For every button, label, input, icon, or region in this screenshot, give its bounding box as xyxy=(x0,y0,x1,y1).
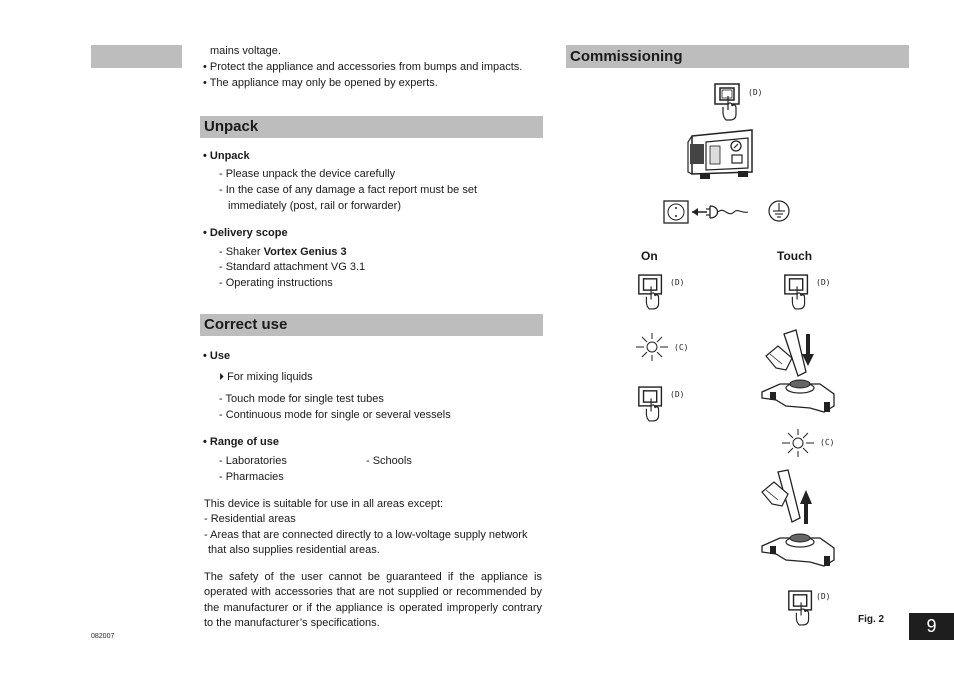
figure-label: Fig. 2 xyxy=(858,614,885,625)
tube-press-down-illustration xyxy=(756,326,840,418)
correct-use-heading: Correct use xyxy=(200,314,543,336)
on-label-d-1: (D) xyxy=(670,278,685,287)
range-subheading: • Range of use xyxy=(203,436,279,448)
touch-press-icon-2 xyxy=(786,586,818,630)
suitability-line-4: that also supplies residential areas. xyxy=(208,544,380,556)
delivery-item-attachment: - Standard attachment VG 3.1 xyxy=(219,261,366,273)
range-schools: - Schools xyxy=(366,455,412,467)
use-subheading: • Use xyxy=(203,350,231,362)
on-label-c: (C) xyxy=(674,343,689,352)
suitability-line-2: - Residential areas xyxy=(204,513,296,525)
power-connection-diagram xyxy=(662,198,796,228)
shaker-device-illustration xyxy=(686,124,758,184)
shaker-name: Vortex Genius 3 xyxy=(263,246,347,258)
intro-line-2: • Protect the appliance and accessories from bumps and impacts. xyxy=(203,61,523,73)
unpack-item-2: - In the case of any damage a fact report must be set xyxy=(219,184,478,196)
mixing-text: For mixing liquids xyxy=(227,371,313,383)
page-number: 9 xyxy=(926,616,937,636)
shaker-prefix: - Shaker xyxy=(219,246,264,258)
on-label-d-2: (D) xyxy=(670,390,685,399)
delivery-item-shaker xyxy=(219,245,347,260)
touch-label-c: (C) xyxy=(820,438,835,447)
suitability-line-1: This device is suitable for use in all areas except: xyxy=(204,498,444,510)
touch-press-icon-1 xyxy=(782,270,814,314)
document-code: 082007 xyxy=(91,633,115,640)
mixing-line xyxy=(219,370,313,385)
safety-paragraph: The safety of the user cannot be guaranteed if the appliance is operated with accessories that are not supplied or recommended by the manufacturer or if the appliance is operated improperly contrary to the manufacturer’s specifications. xyxy=(204,571,542,630)
press-switch-icon xyxy=(712,80,746,124)
on-press-icon-2 xyxy=(636,382,668,426)
on-press-icon-1 xyxy=(636,270,668,314)
unpack-heading: Unpack xyxy=(200,116,543,138)
unpack-subheading: • Unpack xyxy=(203,150,250,162)
range-pharmacies: - Pharmacies xyxy=(219,471,284,483)
delivery-scope-subheading: • Delivery scope xyxy=(203,227,288,239)
suitability-line-3: - Areas that are connected directly to a low-voltage supply network xyxy=(204,529,528,541)
range-laboratories: - Laboratories xyxy=(219,455,287,467)
tube-lift-up-illustration xyxy=(756,468,840,572)
unpack-item-3: immediately (post, rail or forwarder) xyxy=(228,200,401,212)
step-label-d: (D) xyxy=(748,88,763,97)
touch-label-d-1: (D) xyxy=(816,278,831,287)
unpack-item-1: - Please unpack the device carefully xyxy=(219,168,396,180)
on-light-icon xyxy=(634,332,670,362)
intro-line-3: • The appliance may only be opened by experts. xyxy=(203,77,438,89)
touch-light-icon xyxy=(780,428,816,458)
margin-tab xyxy=(91,45,182,68)
commissioning-heading: Commissioning xyxy=(566,45,909,68)
use-item-touch: - Touch mode for single test tubes xyxy=(219,393,384,405)
play-arrow-icon: ⏵ xyxy=(219,372,224,383)
touch-heading: Touch xyxy=(777,249,813,263)
touch-label-d-2: (D) xyxy=(816,592,831,601)
intro-line-1: mains voltage. xyxy=(210,45,281,57)
use-item-continuous: - Continuous mode for single or several vessels xyxy=(219,409,451,421)
on-heading: On xyxy=(641,249,658,263)
delivery-item-instructions: - Operating instructions xyxy=(219,277,333,289)
